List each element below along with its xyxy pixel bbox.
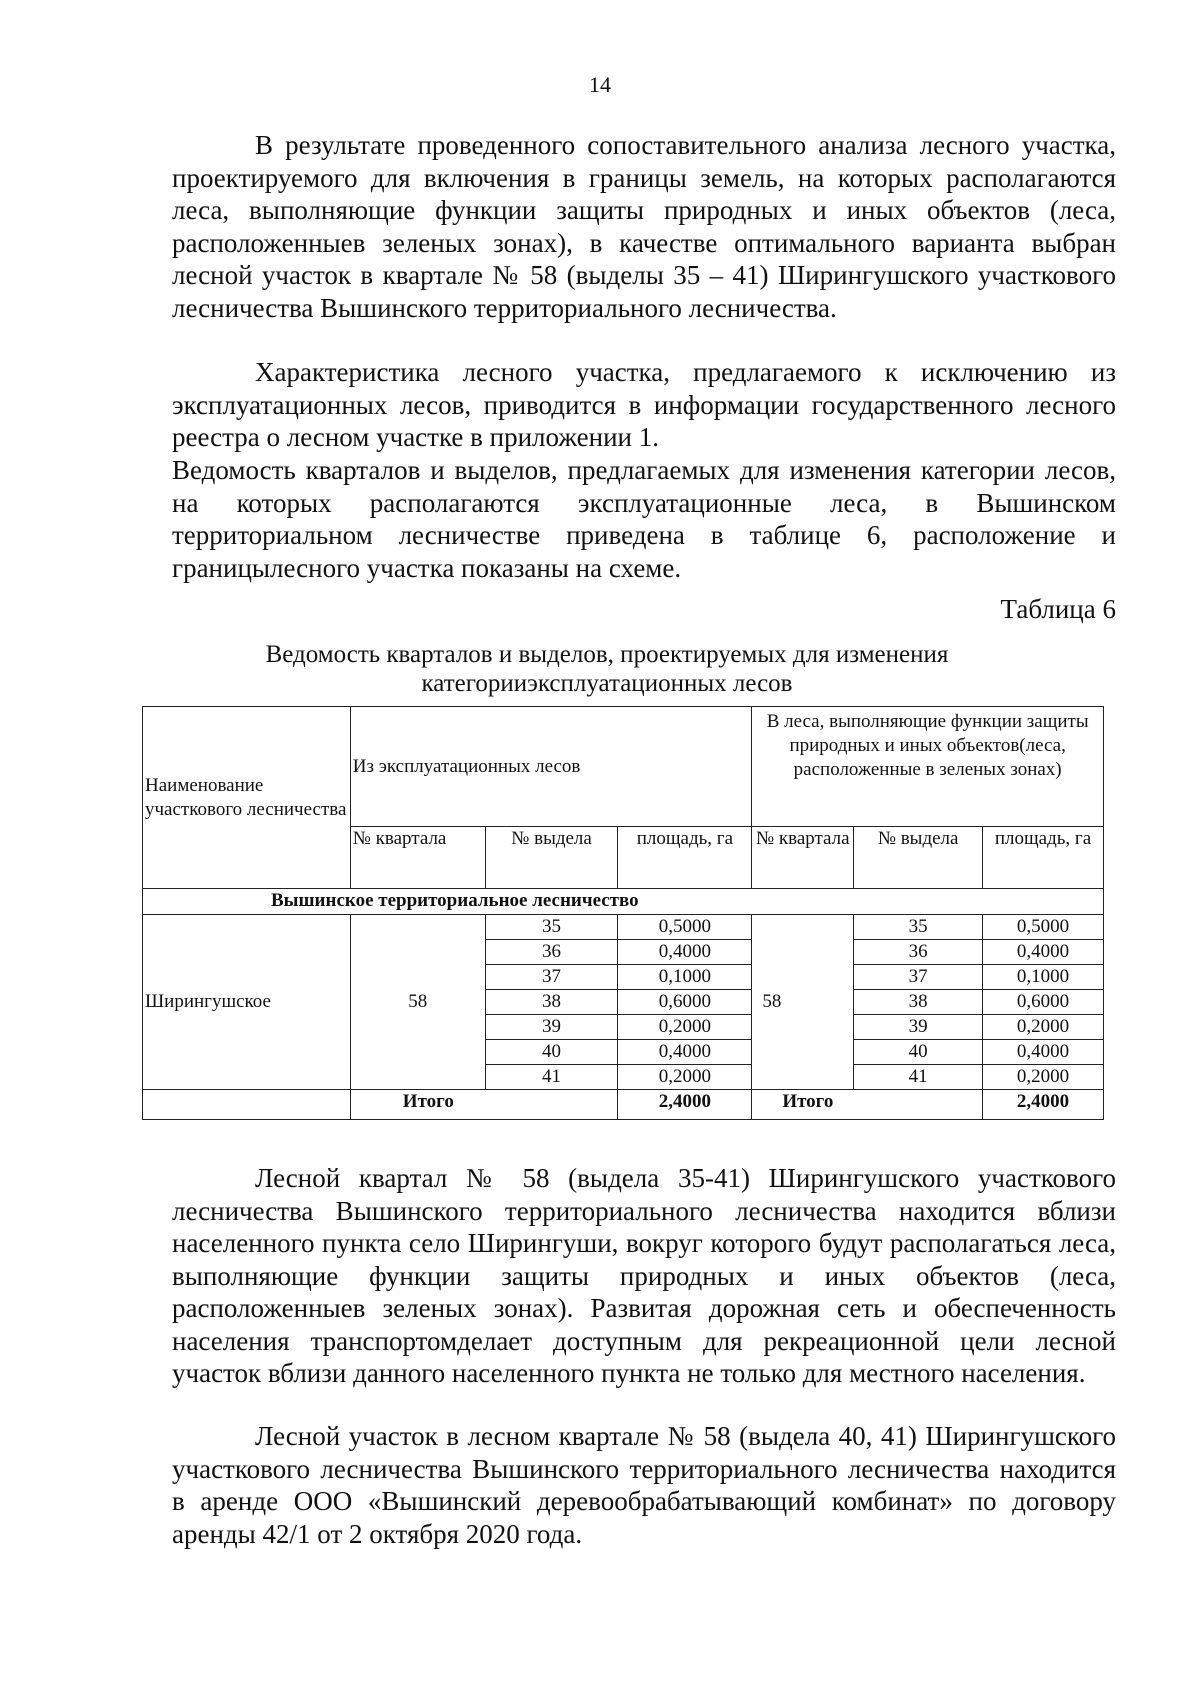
area-to: 0,6000 <box>983 990 1104 1015</box>
vydel-from: 36 <box>485 940 618 965</box>
vydel-to: 39 <box>854 1015 983 1040</box>
header-from: Из эксплуатационных лесов <box>350 707 752 827</box>
quarter-to-cell: 58 <box>752 915 854 1090</box>
table-label: Таблица 6 <box>1000 594 1116 624</box>
lesnichestvo-cell: Ширингушское <box>143 915 351 1090</box>
area-to: 0,2000 <box>983 1065 1104 1090</box>
quarters-table <box>142 706 1104 1120</box>
area-from: 0,4000 <box>618 940 752 965</box>
area-from: 0,1000 <box>618 965 752 990</box>
paragraph-analysis: В результате проведенного сопоставительного анализа лесного участка, проектируемого для включения в границы земель, на которых располагаются леса, выполняющие функции защиты природных и иных объектов (леса, расположенныев зеленых зонах), в качестве оптимального варианта выбран лесной участок в квартале № 58 (выделы 35 – 41) Ширингушского участкового лесничества Вышинского территориального лесничества. <box>172 130 1116 323</box>
vydel-to: 41 <box>854 1065 983 1090</box>
vydel-from: 37 <box>485 965 618 990</box>
paragraph-characteristics: Характеристика лесного участка, предлагаемого к исключению из эксплуатационных лесов, приводится в информации государственного лесного реестра о лесном участке в приложении 1. <box>172 357 1116 452</box>
header-name: Наименование участкового лесничества <box>143 707 351 889</box>
area-from: 0,2000 <box>618 1015 752 1040</box>
vydel-to: 40 <box>854 1040 983 1065</box>
total-to: 2,4000 <box>983 1090 1104 1120</box>
paragraph-location: Лесной квартал № 58 (выдела 35-41) Ширингушского участкового лесничества Вышинского территориального лесничества находится вблизи населенного пункта село Ширингуши, вокруг которого будут располагаться леса, выполняющие функции защиты природных и иных объектов (леса, расположенныев зеленых зонах). Развитая дорожная сеть и обеспеченность населения транспортомделает доступным для рекреационной цели лесной участок вблизи данного населенного пункта не только для местного населения. <box>172 1163 1116 1388</box>
quarter-from-cell: 58 <box>350 915 485 1090</box>
area-to: 0,4000 <box>983 940 1104 965</box>
table-caption-line2: категорииэксплуатационных лесов <box>421 670 793 697</box>
vydel-from: 41 <box>485 1065 618 1090</box>
vydel-from: 38 <box>485 990 618 1015</box>
header-area-2: площадь, га <box>983 827 1104 889</box>
vydel-to: 36 <box>854 940 983 965</box>
area-to: 0,4000 <box>983 1040 1104 1065</box>
header-quarter: № квартала <box>350 827 485 889</box>
header-vydel: № выдела <box>485 827 618 889</box>
area-from: 0,5000 <box>618 915 752 940</box>
total-blank <box>143 1090 351 1120</box>
vydel-from: 35 <box>485 915 618 940</box>
table-caption <box>172 640 1042 698</box>
section-row: Вышинское территориальное лесничество <box>143 889 1104 915</box>
area-from: 0,6000 <box>618 990 752 1015</box>
header-to: В леса, выполняющие функции защиты природных и иных объектов(леса, расположенные в зеленых зонах) <box>752 707 1104 827</box>
header-area: площадь, га <box>618 827 752 889</box>
paragraph-lease: Лесной участок в лесном квартале № 58 (выдела 40, 41) Ширингушского участкового лесничества Вышинского территориального лесничества находится в аренде ООО «Вышинский деревообрабатывающий комбинат» по договору аренды 42/1 от 2 октября 2020 года. <box>172 1421 1116 1549</box>
vydel-to: 35 <box>854 915 983 940</box>
area-from: 0,2000 <box>618 1065 752 1090</box>
header-vydel-2: № выдела <box>854 827 983 889</box>
area-from: 0,4000 <box>618 1040 752 1065</box>
vydel-from: 40 <box>485 1040 618 1065</box>
area-to: 0,1000 <box>983 965 1104 990</box>
total-label-from: Итого <box>350 1090 618 1120</box>
table-caption-line1: Ведомость кварталов и выделов, проектируемых для изменения <box>265 641 949 668</box>
header-quarter-2: № квартала <box>752 827 854 889</box>
vydel-to: 37 <box>854 965 983 990</box>
area-to: 0,2000 <box>983 1015 1104 1040</box>
page-number: 14 <box>589 72 611 97</box>
vydel-to: 38 <box>854 990 983 1015</box>
vydel-from: 39 <box>485 1015 618 1040</box>
total-from: 2,4000 <box>618 1090 752 1120</box>
total-label-to: Итого <box>752 1090 983 1120</box>
paragraph-statement: Ведомость кварталов и выделов, предлагаемых для изменения категории лесов, на которых располагаются эксплуатационные леса, в Вышинском территориальном лесничестве приведена в таблице 6, расположение и границылесного участка показаны на схеме. <box>172 455 1116 583</box>
area-to: 0,5000 <box>983 915 1104 940</box>
